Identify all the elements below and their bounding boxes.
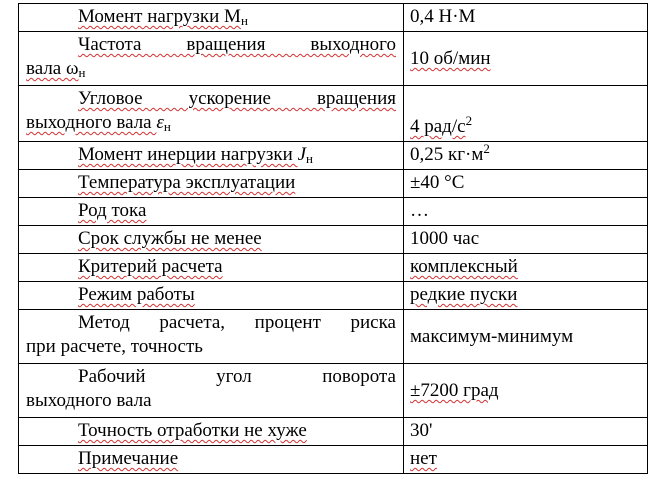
- parameter-text: Режим работы: [78, 284, 195, 305]
- value-superscript: 2: [483, 141, 490, 156]
- parameter-subscript: н: [306, 151, 313, 166]
- table-row: [19, 198, 648, 226]
- table-row: [19, 170, 648, 198]
- parameter-text-line2: выходного вала: [26, 390, 152, 411]
- value-text: 0,4 Н·М: [410, 6, 476, 27]
- value-text: 10 об/мин: [410, 48, 491, 69]
- parameter-symbol: J: [297, 144, 306, 165]
- value-cell: [404, 446, 648, 474]
- value-cell: [404, 226, 648, 254]
- value-text: 1000 час: [410, 228, 480, 249]
- value-text: редкие пуски: [410, 284, 518, 305]
- parameter-text-line2: выходного вала: [26, 112, 157, 133]
- parameter-text: Род тока: [78, 200, 147, 221]
- parameter-subscript: н: [240, 13, 248, 28]
- value-cell: [404, 142, 648, 170]
- value-cell: [404, 282, 648, 310]
- parameter-cell: [19, 86, 404, 142]
- value-cell: [404, 170, 648, 198]
- parameter-text: Примечание: [78, 448, 179, 469]
- parameter-cell: [19, 282, 404, 310]
- parameter-cell: [19, 32, 404, 86]
- parameter-text: Точность отработки не хуже: [78, 420, 307, 441]
- value-cell: [404, 198, 648, 226]
- value-text: ±40 °С: [410, 172, 465, 193]
- parameter-text: Метод расчета, процент риска: [78, 312, 396, 333]
- value-cell: [404, 4, 648, 32]
- parameter-text-line2: вала ω: [26, 58, 79, 79]
- parameter-text: Частота вращения выходного: [78, 34, 396, 55]
- parameter-subscript: н: [78, 65, 86, 80]
- value-text: максимум-минимум: [410, 326, 574, 347]
- parameter-cell: [19, 142, 404, 170]
- value-text: комплексный: [410, 256, 518, 277]
- parameter-cell: [19, 198, 404, 226]
- parameter-subscript: н: [163, 119, 171, 134]
- parameter-text: Момент нагрузки М: [78, 6, 241, 27]
- value-text: нет: [410, 448, 437, 469]
- value-cell: [404, 254, 648, 282]
- table-row: [19, 4, 648, 32]
- value-text: …: [410, 200, 429, 221]
- parameter-text-line2: при расчете, точность: [26, 336, 203, 357]
- table-row: [19, 86, 648, 142]
- parameter-cell: [19, 226, 404, 254]
- table-row: [19, 364, 648, 418]
- table-row: [19, 282, 648, 310]
- value-cell: [404, 418, 648, 446]
- parameter-text: Критерий расчета: [78, 256, 223, 277]
- value-text: 0,25 кг·м: [410, 144, 484, 165]
- value-cell: [404, 86, 648, 142]
- parameter-cell: [19, 446, 404, 474]
- table-row: [19, 446, 648, 474]
- parameter-symbol: ε: [156, 112, 164, 133]
- value-text: 4 рад/с: [410, 116, 466, 137]
- parameter-cell: [19, 170, 404, 198]
- parameter-text: Момент инерции нагрузки: [78, 144, 298, 165]
- table-row: [19, 310, 648, 364]
- value-cell: [404, 310, 648, 364]
- value-superscript: 2: [465, 113, 473, 128]
- parameter-cell: [19, 254, 404, 282]
- table-row: [19, 226, 648, 254]
- parameter-text: Срок службы не менее: [78, 228, 262, 249]
- table-row: [19, 142, 648, 170]
- parameters-table: [18, 3, 648, 474]
- value-cell: [404, 364, 648, 418]
- value-text: 30': [410, 420, 433, 441]
- parameter-text: Угловое ускорение вращения: [78, 88, 396, 109]
- parameter-cell: [19, 364, 404, 418]
- parameter-cell: [19, 4, 404, 32]
- table-row: [19, 418, 648, 446]
- parameter-text: Температура эксплуатации: [78, 172, 296, 193]
- parameter-cell: [19, 310, 404, 364]
- value-text: ±7200 град: [410, 380, 499, 401]
- value-cell: [404, 32, 648, 86]
- parameter-cell: [19, 418, 404, 446]
- parameter-text: Рабочий угол поворота: [78, 366, 396, 387]
- table-row: [19, 32, 648, 86]
- table-row: [19, 254, 648, 282]
